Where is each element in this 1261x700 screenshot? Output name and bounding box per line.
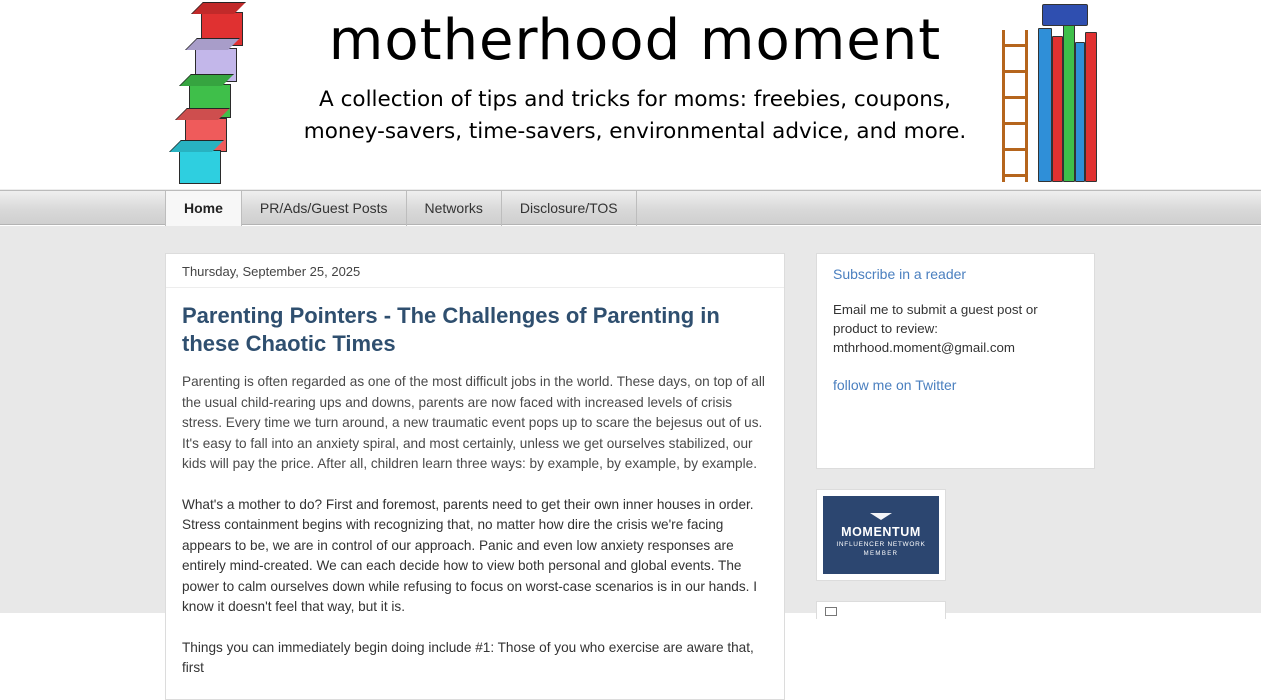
subscribe-in-a-reader-link[interactable]: Subscribe in a reader [833, 266, 967, 282]
post-paragraph-1: Parenting is often regarded as one of the most difficult jobs in the world. These days, on top of all the usual child-rearing ups and downs, parents are now faced with increased levels of crisis stress. Every time we turn around, a new traumatic event pops up to scare the bejesus out of us. It's easy to fall into an anxiety spiral, and most certainly, unless we get ourselves stabilized, our kids will pay the price. After all, children learn three ways: by example, by example, by example. [182, 374, 765, 471]
tagline-line-1: A collection of tips and tricks for moms: freebies, coupons, [319, 87, 951, 112]
follow-me-on-twitter-link[interactable]: follow me on Twitter [833, 377, 957, 393]
contact-email-text: Email me to submit a guest post or product to review: mthrhood.moment@gmail.com [833, 302, 1038, 355]
site-tagline [265, 84, 1005, 148]
next-widget-partial [816, 601, 946, 619]
site-header [0, 0, 1261, 190]
badge-network: INFLUENCER NETWORK [836, 541, 926, 548]
stacked-blocks-icon [173, 0, 263, 185]
books-and-ladder-icon [984, 2, 1104, 186]
ladder-icon [1002, 30, 1028, 182]
header-banner [165, 0, 1110, 188]
nav-item-networks[interactable]: Networks [407, 191, 502, 226]
momentum-badge [823, 496, 939, 574]
nav-item-disclosure-tos[interactable]: Disclosure/TOS [502, 191, 637, 226]
post-paragraph-3: Things you can immediately begin doing include #1: Those of you who exercise are aware that, first [182, 639, 754, 675]
momentum-logo-icon [870, 513, 892, 520]
nav-item-pr-ads-guest-posts[interactable]: PR/Ads/Guest Posts [242, 191, 407, 226]
post-paragraph-2: What's a mother to do? First and foremost, parents need to get their own inner houses in order. Stress containment begins with recognizing that, no matter how dire the crisis we're facing appears to be, we are in control of our approach. Panic and even low anxiety responses are entirely mind-created. We can each decide how to view both personal and global events. The power to calm ourselves down while refusing to focus on worst-case scenarios is in our hands. I know it doesn't feel that way, but it is. [182, 496, 757, 614]
nav-tabs [165, 191, 637, 226]
post-title[interactable]: Parenting Pointers - The Challenges of Parenting in these Chaotic Times [182, 303, 720, 356]
image-placeholder-icon [825, 607, 837, 616]
post-container [165, 253, 785, 700]
post-body [166, 358, 784, 679]
main-navigation [0, 190, 1261, 225]
site-title: motherhood moment [328, 8, 942, 73]
nav-item-home[interactable]: Home [165, 191, 242, 226]
momentum-badge-widget[interactable] [816, 489, 946, 581]
sidebar [816, 253, 1095, 619]
tagline-line-2: money-savers, time-savers, environmental advice, and more. [303, 119, 967, 144]
post-date: Thursday, September 25, 2025 [166, 254, 784, 288]
badge-name: MOMENTUM [841, 525, 921, 539]
badge-status: MEMBER [863, 551, 899, 557]
subscribe-widget [816, 253, 1095, 469]
